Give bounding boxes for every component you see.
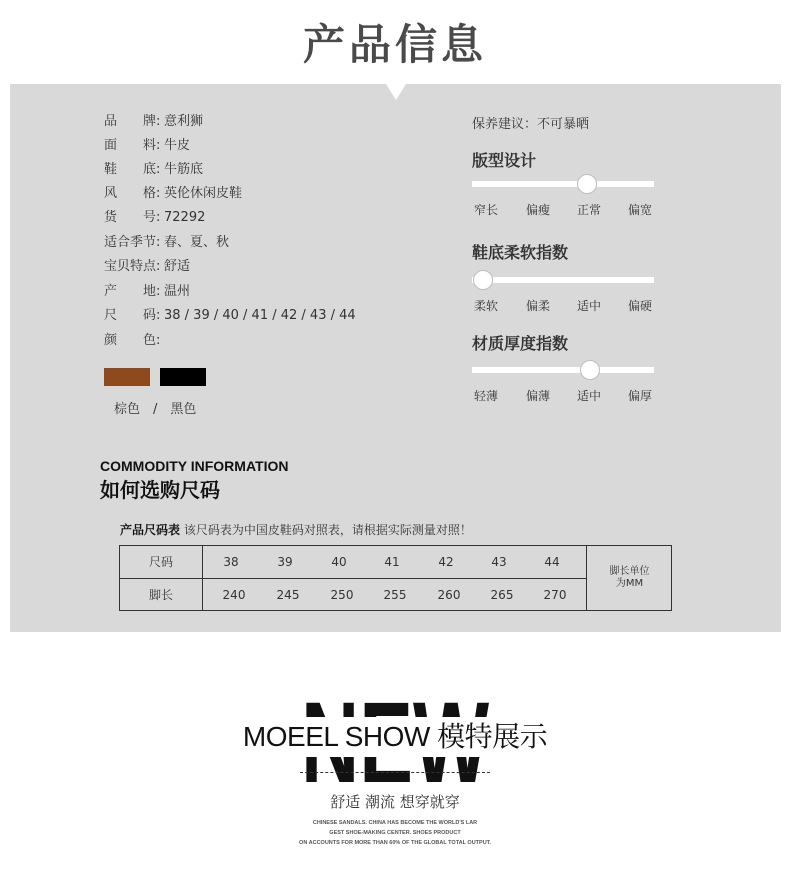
size-table [119, 545, 672, 611]
spec-feature [104, 257, 190, 277]
spec-value: 温州 [164, 284, 191, 299]
slider-title-fit: 版型设计 [472, 151, 537, 170]
slogan: 舒适 潮流 想穿就穿 [330, 793, 460, 811]
slider-title-thickness: 材质厚度指数 [472, 334, 569, 353]
spec-key: 面 料: [104, 138, 161, 153]
spec-value: 英伦休闲皮鞋 [164, 186, 243, 201]
table-unit-note [587, 546, 672, 610]
slider-label: 偏薄 [526, 389, 551, 403]
color-labels: 棕色 / 黑色 [114, 402, 197, 417]
spec-sole [104, 160, 203, 180]
size-table-note-text: 该尺码表为中国皮鞋码对照表，请根据实际测量对照！ [183, 523, 472, 537]
model-show-title: MOEEL SHOW 模特展示 [240, 717, 550, 757]
slider-label: 适中 [577, 389, 602, 403]
spec-season [104, 233, 229, 253]
slider-track-thickness [472, 367, 654, 373]
table-cell-size: 40 [331, 555, 347, 569]
spec-value: 春、夏、秋 [164, 235, 230, 250]
spec-value: 牛筋底 [164, 162, 204, 177]
spec-key: 产 地: [104, 284, 161, 299]
slider-label: 窄长 [474, 203, 499, 217]
fine-print-line: ON ACCOUNTS FOR MORE THAN 60% OF THE GLOBAL TOTAL OUTPUT. [299, 840, 491, 846]
table-cell-size: 43 [491, 555, 507, 569]
commodity-heading-en: COMMODITY INFORMATION [100, 458, 289, 474]
slider-label: 偏柔 [526, 299, 551, 313]
commodity-heading-cn: 如何选购尺码 [100, 478, 220, 502]
color-swatch-brown[interactable] [104, 368, 150, 386]
spec-key: 鞋 底: [104, 162, 161, 177]
spec-origin [104, 282, 190, 302]
size-table-note [120, 521, 472, 538]
care-advice: 保养建议：不可暴晒 [472, 117, 590, 132]
slider-label: 正常 [577, 203, 602, 217]
table-divider [202, 546, 203, 610]
slider-label: 偏厚 [628, 389, 653, 403]
slider-label: 偏瘦 [526, 203, 551, 217]
slider-title-softness: 鞋底柔软指数 [472, 243, 569, 262]
spec-key: 风 格: [104, 186, 161, 201]
spec-key: 颜 色: [104, 333, 161, 348]
spec-style [104, 184, 242, 204]
spec-value: 牛皮 [164, 138, 191, 153]
unit-line: 为MM [615, 578, 644, 589]
spec-material [104, 136, 190, 156]
table-cell-length: 245 [276, 588, 300, 602]
spec-color [104, 331, 164, 351]
table-cell-length: 255 [383, 588, 407, 602]
slider-track-softness [472, 277, 654, 283]
slider-knob [577, 174, 597, 194]
slider-label: 适中 [577, 299, 602, 313]
fine-print-line: CHINESE SANDALS. CHINA HAS BECOME THE WORLD'S LAR [312, 820, 478, 826]
spec-value: 舒适 [164, 259, 191, 274]
spec-value: 72292 [164, 210, 206, 225]
table-cell-size: 44 [544, 555, 560, 569]
table-cell-size: 42 [438, 555, 454, 569]
table-cell-length: 270 [543, 588, 567, 602]
slider-label: 柔软 [474, 299, 499, 313]
spec-key: 宝贝特点: [104, 259, 161, 274]
size-table-note-bold: 产品尺码表 [120, 523, 181, 537]
spec-value: 38 / 39 / 40 / 41 / 42 / 43 / 44 [164, 308, 356, 323]
slider-label: 偏硬 [628, 299, 653, 313]
table-cell-length: 260 [437, 588, 461, 602]
table-row-label-length: 脚长 [148, 588, 173, 602]
spec-item-number [104, 208, 205, 228]
spec-key: 尺 码: [104, 308, 161, 323]
slider-knob [473, 270, 493, 290]
table-row-label-size: 尺码 [148, 555, 173, 569]
spec-value: 意利狮 [164, 114, 204, 129]
fine-print-line: GEST SHOE-MAKING CENTER. SHOES PRODUCT [329, 830, 461, 836]
dashed-divider [300, 772, 490, 773]
slider-label: 轻薄 [474, 389, 499, 403]
table-cell-size: 39 [277, 555, 293, 569]
slider-track-fit [472, 181, 654, 187]
spec-brand [104, 112, 203, 132]
table-cell-size: 41 [384, 555, 400, 569]
panel-notch [386, 84, 406, 100]
spec-key: 货 号: [104, 210, 161, 225]
unit-line: 脚长单位 [609, 566, 650, 577]
table-cell-length: 240 [222, 588, 246, 602]
slider-label: 偏宽 [628, 203, 653, 217]
color-swatch-black[interactable] [160, 368, 206, 386]
spec-key: 品 牌: [104, 114, 161, 129]
page-title: 产品信息 [302, 20, 487, 69]
table-cell-size: 38 [223, 555, 239, 569]
table-cell-length: 250 [330, 588, 354, 602]
spec-key: 适合季节: [104, 235, 161, 250]
table-cell-length: 265 [490, 588, 514, 602]
spec-size [104, 306, 356, 326]
